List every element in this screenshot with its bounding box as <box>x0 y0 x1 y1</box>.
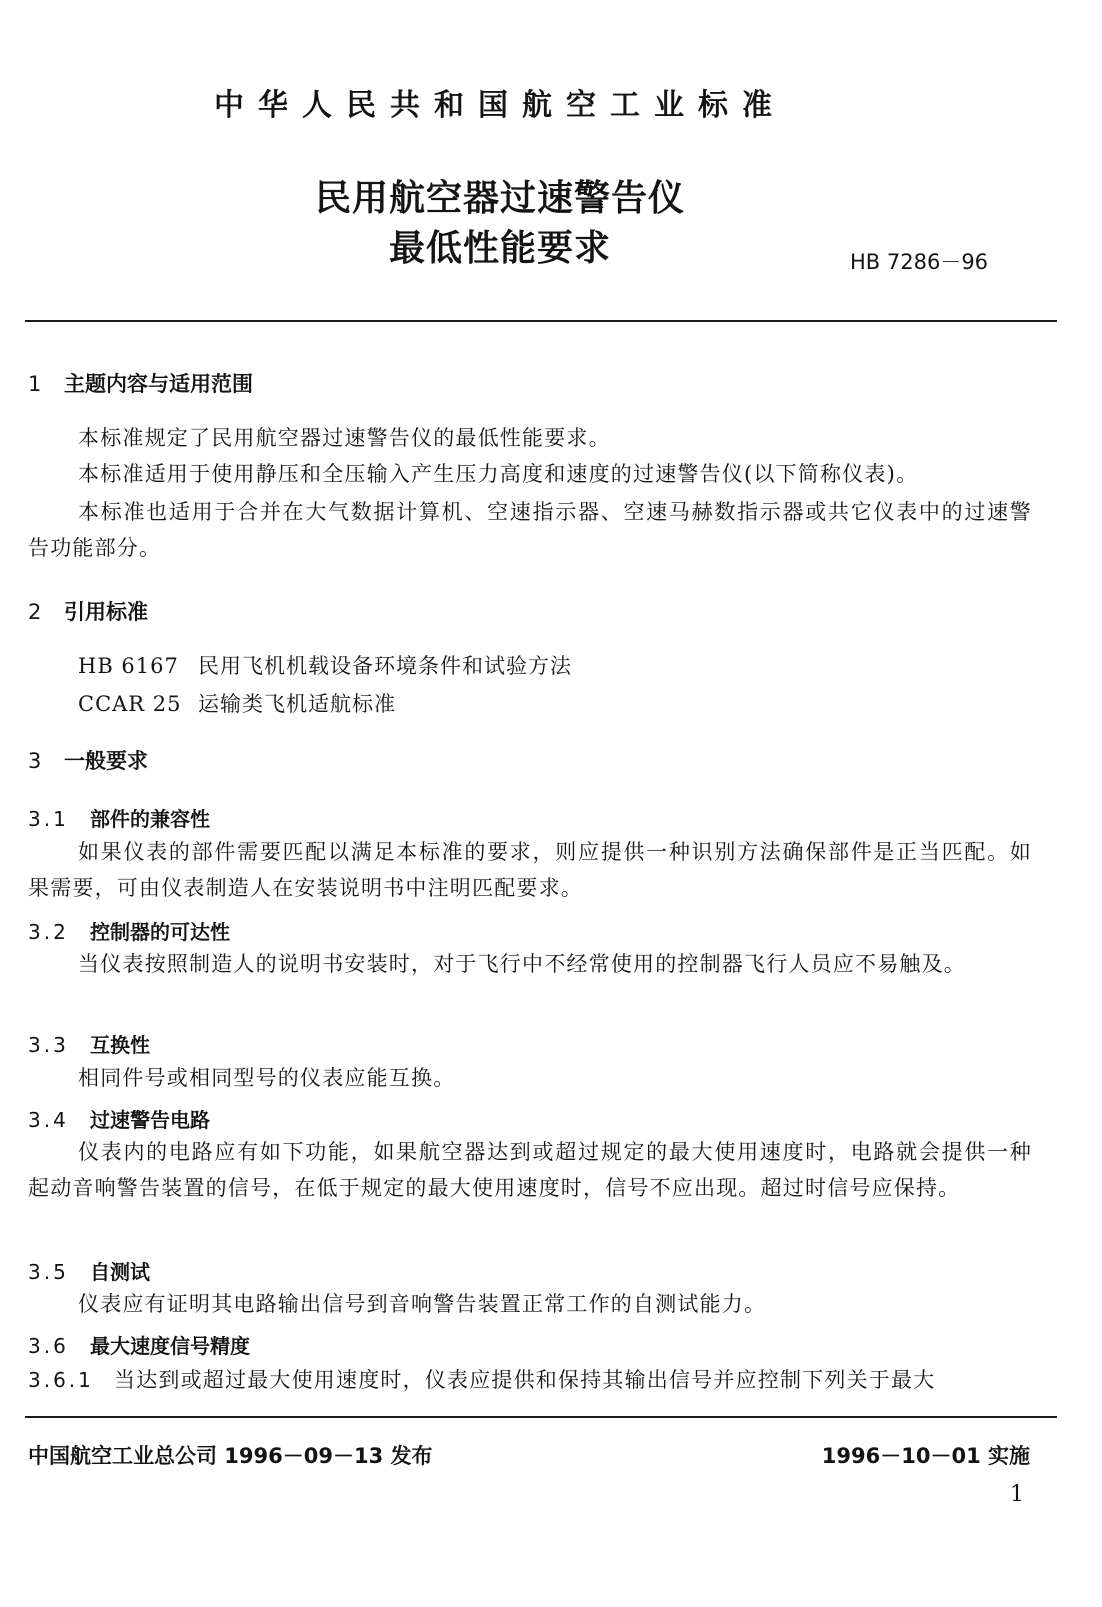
clause-text: 当达到或超过最大使用速度时，仪表应提供和保持其输出信号并应控制下列关于最大 <box>114 1368 936 1392</box>
page-number: 1 <box>1010 1482 1024 1507</box>
reference-code: HB 6167 <box>78 654 179 678</box>
subsection-3-6-heading <box>28 1330 250 1359</box>
reference-item <box>78 650 572 680</box>
footer-issuer: 中国航空工业总公司 1996－09－13 发布 <box>28 1444 433 1468</box>
section-number: 2 <box>28 600 42 624</box>
subsection-3-5-text: 仪表应有证明其电路输出信号到音响警告装置正常工作的自测试能力。 <box>78 1292 767 1316</box>
reference-code: CCAR 25 <box>78 692 182 716</box>
subsection-number: 3.3 <box>28 1033 69 1057</box>
subsection-number: 3.5 <box>28 1260 69 1284</box>
subsection-3-4-text: 仪表内的电路应有如下功能，如果航空器达到或超过规定的最大使用速度时，电路就会提供一种起动音响警告装置的信号，在低于规定的最大使用速度时，信号不应出现。超过时信号应保持。 <box>28 1140 1032 1200</box>
subsection-3-1-heading <box>28 803 210 832</box>
subsection-3-3-text: 相同件号或相同型号的仪表应能互换。 <box>78 1066 456 1090</box>
subsection-3-4-heading <box>28 1104 210 1133</box>
subsection-number: 3.2 <box>28 920 69 944</box>
subsection-title: 自测试 <box>90 1260 150 1284</box>
footer-effective-date: 1996－10－01 实施 <box>821 1444 1030 1468</box>
reference-item <box>78 688 396 718</box>
section-title: 引用标准 <box>64 600 148 624</box>
clause-number: 3.6.1 <box>28 1368 94 1392</box>
section-1-paragraph-2: 本标准适用于使用静压和全压输入产生压力高度和速度的过速警告仪(以下简称仪表)。 <box>78 462 919 486</box>
standard-category-title: 中华人民共和国航空工业标准 <box>214 88 786 123</box>
reference-title: 运输类飞机适航标准 <box>198 692 396 716</box>
subsection-3-2-text: 当仪表按照制造人的说明书安装时，对于飞行中不经常使用的控制器飞行人员应不易触及。 <box>78 952 966 976</box>
subsection-title: 过速警告电路 <box>90 1108 210 1132</box>
subsection-3-3-heading <box>28 1029 150 1058</box>
section-1-paragraph-1: 本标准规定了民用航空器过速警告仪的最低性能要求。 <box>78 426 611 450</box>
subsection-title: 互换性 <box>90 1033 150 1057</box>
top-divider <box>25 320 1057 322</box>
section-title: 主题内容与适用范围 <box>64 372 253 396</box>
document-title-line1: 民用航空器过速警告仪 <box>314 178 685 219</box>
section-title: 一般要求 <box>64 749 148 773</box>
section-2-heading <box>28 596 148 626</box>
document-title-line2: 最低性能要求 <box>388 228 611 269</box>
subsection-number: 3.1 <box>28 807 69 831</box>
section-3-heading <box>28 745 148 775</box>
section-1-paragraph-3: 本标准也适用于合并在大气数据计算机、空速指示器、空速马赫数指示器或共它仪表中的过速警告功能部分。 <box>28 500 1032 560</box>
section-number: 1 <box>28 372 42 396</box>
subsection-3-5-heading <box>28 1256 150 1285</box>
section-number: 3 <box>28 749 42 773</box>
subsection-3-6-1-text <box>28 1364 935 1394</box>
section-1-heading <box>28 368 253 398</box>
bottom-divider <box>25 1416 1057 1418</box>
subsection-number: 3.4 <box>28 1108 69 1132</box>
subsection-title: 最大速度信号精度 <box>90 1334 250 1358</box>
subsection-3-2-heading <box>28 916 230 945</box>
subsection-title: 控制器的可达性 <box>90 920 230 944</box>
subsection-3-1-text: 如果仪表的部件需要匹配以满足本标准的要求，则应提供一种识别方法确保部件是正当匹配。如果需要，可由仪表制造人在安装说明书中注明匹配要求。 <box>28 840 1032 900</box>
standard-number: HB 7286－96 <box>850 250 989 274</box>
subsection-number: 3.6 <box>28 1334 69 1358</box>
reference-title: 民用飞机机载设备环境条件和试验方法 <box>198 654 572 678</box>
subsection-title: 部件的兼容性 <box>90 807 210 831</box>
